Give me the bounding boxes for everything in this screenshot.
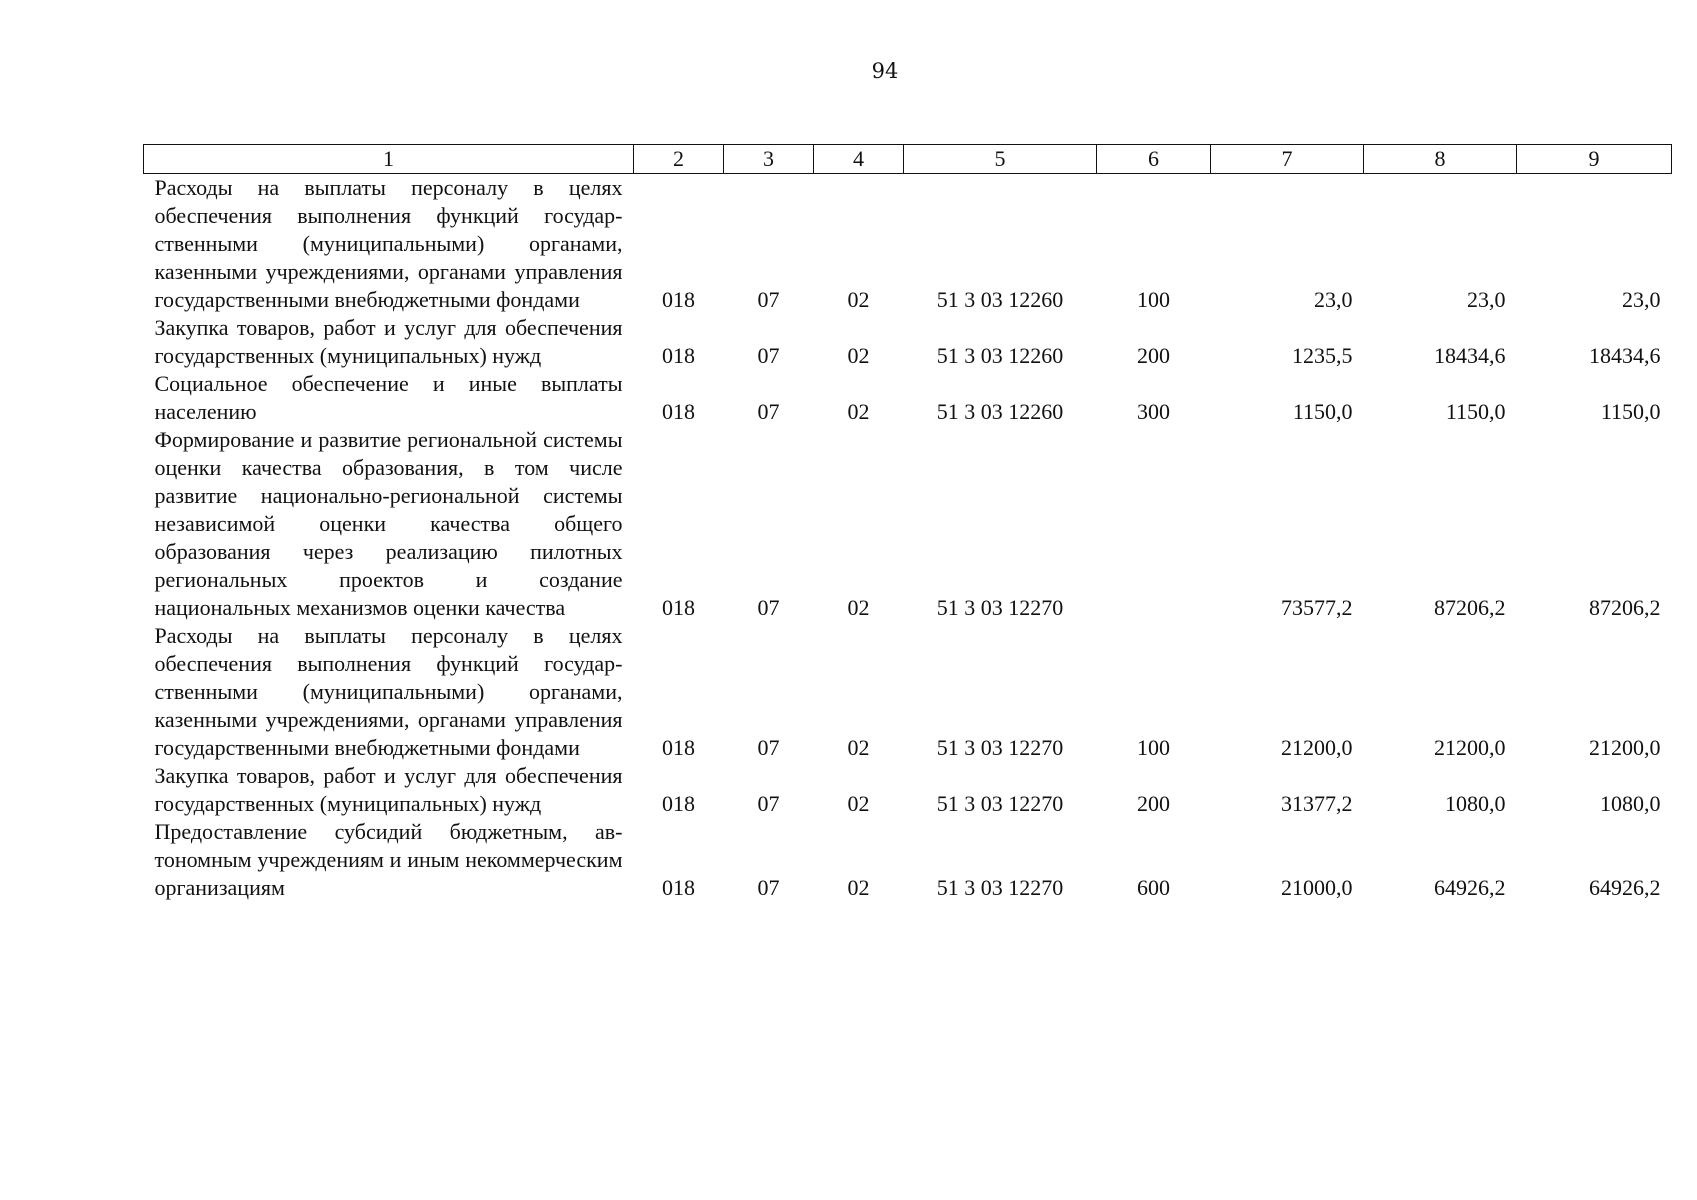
- cell-target-article: 51 3 03 12270: [936, 791, 1064, 816]
- cell-amount-col9: 87206,2: [1589, 595, 1661, 620]
- cell-amount-col8: 18434,6: [1434, 343, 1506, 368]
- table-row: [144, 622, 1672, 762]
- cell-ministry-code: 018: [662, 875, 695, 900]
- row-description: Расходы на выплаты персоналу в целях обеспечения выполнения функций государственными (муниципальными) органами, казенными учреждениями, органами управления государственными внебюджетными фондами: [154, 623, 623, 760]
- table-row: [144, 174, 1672, 315]
- column-header: 3: [724, 145, 814, 174]
- cell-section: 07: [757, 287, 780, 312]
- cell-ministry-code: 018: [662, 595, 695, 620]
- cell-subsection: 02: [847, 595, 870, 620]
- table-row: [144, 370, 1672, 426]
- cell-target-article: 51 3 03 12260: [936, 399, 1064, 424]
- cell-target-article: 51 3 03 12270: [936, 735, 1064, 760]
- cell-subsection: 02: [847, 791, 870, 816]
- header-row: [144, 145, 1672, 174]
- cell-subsection: 02: [847, 875, 870, 900]
- cell-section: 07: [757, 343, 780, 368]
- cell-amount-col8: 1150,0: [1445, 399, 1506, 424]
- cell-target-article: 51 3 03 12270: [936, 875, 1064, 900]
- cell-expense-type: 300: [1137, 399, 1170, 424]
- column-header: 2: [634, 145, 724, 174]
- cell-amount-col8: 1080,0: [1445, 791, 1506, 816]
- cell-subsection: 02: [847, 287, 870, 312]
- column-header: 9: [1517, 145, 1672, 174]
- cell-section: 07: [757, 735, 780, 760]
- cell-target-article: 51 3 03 12270: [936, 595, 1064, 620]
- cell-expense-type: 100: [1137, 735, 1170, 760]
- cell-amount-col7: 73577,2: [1281, 595, 1353, 620]
- table-row: [144, 762, 1672, 818]
- cell-amount-col7: 1150,0: [1292, 399, 1353, 424]
- cell-amount-col8: 21200,0: [1434, 735, 1506, 760]
- cell-ministry-code: 018: [662, 399, 695, 424]
- cell-target-article: 51 3 03 12260: [936, 287, 1064, 312]
- cell-expense-type: 100: [1137, 287, 1170, 312]
- cell-ministry-code: 018: [662, 735, 695, 760]
- column-header: 8: [1364, 145, 1517, 174]
- cell-ministry-code: 018: [662, 343, 695, 368]
- cell-target-article: 51 3 03 12260: [936, 343, 1064, 368]
- cell-expense-type: 200: [1137, 343, 1170, 368]
- column-header: 5: [904, 145, 1097, 174]
- cell-amount-col8: 64926,2: [1434, 875, 1506, 900]
- row-description: Расходы на выплаты персоналу в целях обеспечения выполнения функций государственными (муниципальными) органами, казенными учреждениями, органами управления государственными внебюджетными фондами: [154, 175, 623, 312]
- cell-amount-col7: 1235,5: [1292, 343, 1353, 368]
- cell-section: 07: [757, 875, 780, 900]
- column-header: 7: [1211, 145, 1364, 174]
- cell-amount-col9: 1150,0: [1600, 399, 1661, 424]
- cell-subsection: 02: [847, 399, 870, 424]
- row-description: Формирование и развитие региональной системы оценки качества образования, в том числе развитие национально-региональной системы независимой оценки качества общего образования через реализацию пилотных региональных проектов и создание национальных механизмов оценки качества: [154, 427, 623, 620]
- cell-expense-type: 600: [1137, 875, 1170, 900]
- cell-amount-col9: 64926,2: [1589, 875, 1661, 900]
- column-header: 1: [144, 145, 634, 174]
- row-description: Закупка товаров, работ и услуг для обеспечения государственных (муниципальных) нужд: [154, 763, 623, 816]
- column-header: 4: [814, 145, 904, 174]
- cell-section: 07: [757, 791, 780, 816]
- cell-subsection: 02: [847, 735, 870, 760]
- cell-amount-col9: 21200,0: [1589, 735, 1661, 760]
- cell-amount-col9: 23,0: [1622, 287, 1661, 312]
- cell-amount-col7: 31377,2: [1281, 791, 1353, 816]
- page-number: 94: [871, 59, 899, 83]
- row-description: Закупка товаров, работ и услуг для обеспечения государственных (муниципальных) нужд: [154, 315, 623, 368]
- row-description: Предоставление субсидий бюджетным, автономным учреждениям и иным некоммерческим организациям: [154, 819, 623, 900]
- cell-amount-col9: 1080,0: [1600, 791, 1661, 816]
- cell-amount-col8: 23,0: [1467, 287, 1506, 312]
- cell-ministry-code: 018: [662, 287, 695, 312]
- cell-amount-col7: 21000,0: [1281, 875, 1353, 900]
- cell-expense-type: [1097, 426, 1211, 622]
- cell-section: 07: [757, 595, 780, 620]
- column-header: 6: [1097, 145, 1211, 174]
- cell-amount-col8: 87206,2: [1434, 595, 1506, 620]
- cell-section: 07: [757, 399, 780, 424]
- cell-amount-col7: 21200,0: [1281, 735, 1353, 760]
- budget-table: [143, 144, 1672, 902]
- cell-amount-col9: 18434,6: [1589, 343, 1661, 368]
- cell-expense-type: 200: [1137, 791, 1170, 816]
- table-row: [144, 426, 1672, 622]
- table-row: [144, 314, 1672, 370]
- table-row: [144, 818, 1672, 902]
- row-description: Социальное обеспечение и иные выплаты населению: [154, 371, 623, 424]
- cell-ministry-code: 018: [662, 791, 695, 816]
- cell-subsection: 02: [847, 343, 870, 368]
- cell-amount-col7: 23,0: [1314, 287, 1353, 312]
